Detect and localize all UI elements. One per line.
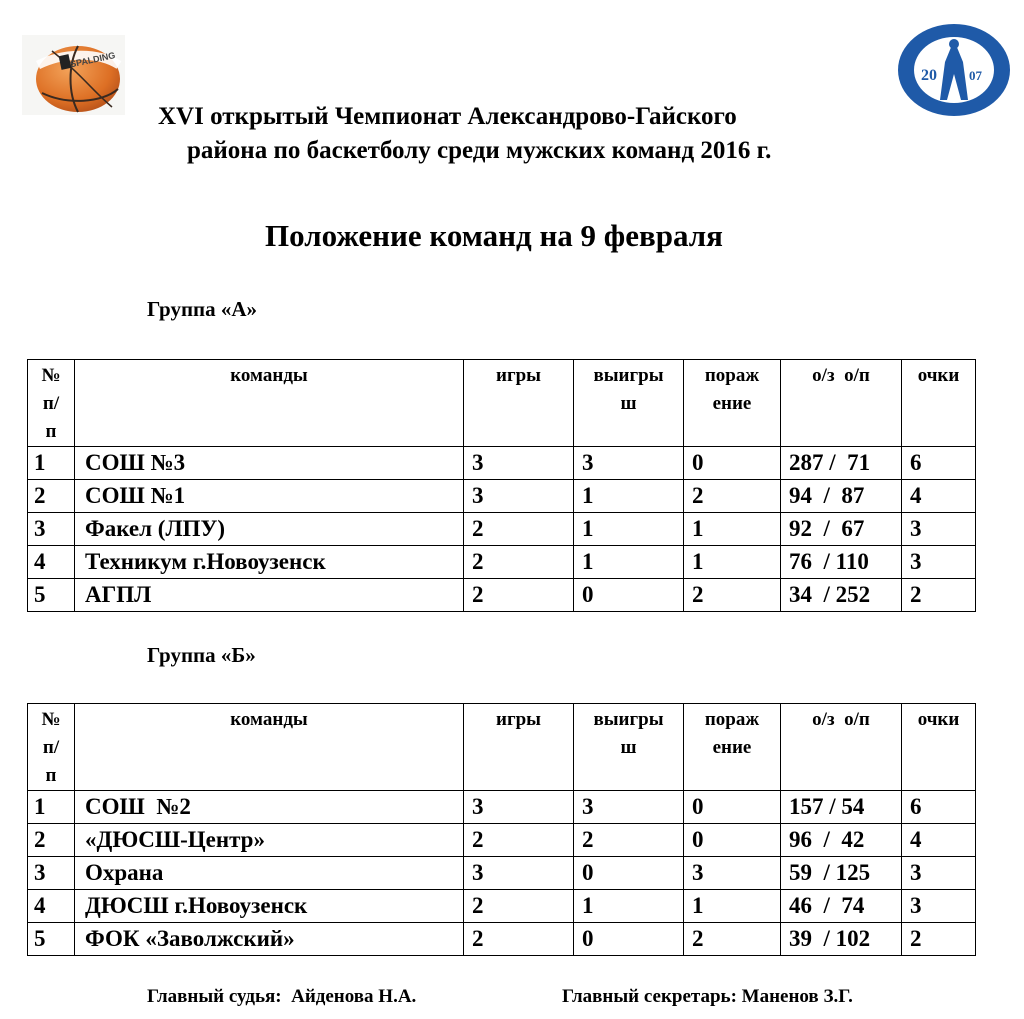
col-wins-header-line2: ш	[620, 393, 637, 414]
row-num: 2	[28, 824, 75, 857]
row-losses: 2	[684, 923, 781, 956]
col-num-header-line3: п	[45, 765, 57, 786]
col-num-header	[28, 360, 75, 447]
row-team: Факел (ЛПУ)	[75, 513, 464, 546]
group-a-table	[27, 359, 976, 612]
col-wins-header-line1: выигры	[593, 709, 664, 730]
col-num-header-line3: п	[45, 421, 57, 442]
row-team: СОШ №3	[75, 447, 464, 480]
row-team: АГПЛ	[75, 579, 464, 612]
row-score: 157 / 54	[781, 791, 902, 824]
row-num: 4	[28, 546, 75, 579]
row-score: 92 / 67	[781, 513, 902, 546]
col-losses-header-line1: пораж	[704, 365, 760, 386]
row-games: 2	[464, 546, 574, 579]
row-losses: 0	[684, 824, 781, 857]
row-points: 6	[902, 447, 976, 480]
row-points: 3	[902, 890, 976, 923]
row-num: 5	[28, 923, 75, 956]
row-losses: 2	[684, 480, 781, 513]
row-points: 6	[902, 791, 976, 824]
row-games: 3	[464, 791, 574, 824]
group-b-table	[27, 703, 976, 956]
document-title-line2: района по баскетболу среди мужских команд 2016 г.	[187, 137, 772, 164]
row-score: 46 / 74	[781, 890, 902, 923]
row-losses: 1	[684, 890, 781, 923]
row-losses: 0	[684, 791, 781, 824]
table-header-row	[28, 704, 976, 791]
col-losses-header	[684, 704, 781, 791]
table-row	[28, 824, 976, 857]
table-row	[28, 890, 976, 923]
row-score: 76 / 110	[781, 546, 902, 579]
row-games: 3	[464, 480, 574, 513]
col-num-header-line2: п/	[42, 393, 60, 414]
row-wins: 3	[574, 447, 684, 480]
sports-complex-emblem	[895, 22, 1013, 118]
col-points-header: очки	[902, 360, 976, 447]
row-points: 4	[902, 824, 976, 857]
row-wins: 1	[574, 480, 684, 513]
table-row	[28, 513, 976, 546]
row-games: 3	[464, 447, 574, 480]
col-points-header: очки	[902, 704, 976, 791]
row-points: 3	[902, 546, 976, 579]
row-score: 94 / 87	[781, 480, 902, 513]
row-wins: 0	[574, 857, 684, 890]
ball-brand-text: SPALDING	[69, 50, 117, 70]
row-wins: 1	[574, 546, 684, 579]
row-points: 2	[902, 579, 976, 612]
row-points: 2	[902, 923, 976, 956]
row-team: ДЮСШ г.Новоузенск	[75, 890, 464, 923]
row-wins: 0	[574, 923, 684, 956]
col-team-header: команды	[75, 704, 464, 791]
row-score: 59 / 125	[781, 857, 902, 890]
col-games-header: игры	[464, 360, 574, 447]
col-score-header: о/з о/п	[781, 704, 902, 791]
col-games-header: игры	[464, 704, 574, 791]
row-num: 2	[28, 480, 75, 513]
group-a-label: Группа «А»	[147, 297, 258, 321]
col-wins-header-line1: выигры	[593, 365, 664, 386]
table-row	[28, 546, 976, 579]
basketball-logo	[22, 35, 125, 115]
col-wins-header	[574, 360, 684, 447]
row-losses: 1	[684, 513, 781, 546]
row-team: СОШ №2	[75, 791, 464, 824]
emblem-icon	[895, 22, 1013, 118]
col-team-header: команды	[75, 360, 464, 447]
row-num: 5	[28, 579, 75, 612]
document-title-line1: XVI открытый Чемпионат Александрово-Гайского	[158, 103, 737, 130]
row-num: 3	[28, 857, 75, 890]
table-row	[28, 923, 976, 956]
col-num-header-line1: №	[41, 365, 61, 386]
col-num-header	[28, 704, 75, 791]
table-row	[28, 857, 976, 890]
col-losses-header-line2: ение	[712, 393, 752, 414]
table-row	[28, 480, 976, 513]
row-score: 287 / 71	[781, 447, 902, 480]
row-team: СОШ №1	[75, 480, 464, 513]
row-losses: 1	[684, 546, 781, 579]
row-score: 34 / 252	[781, 579, 902, 612]
row-num: 1	[28, 447, 75, 480]
col-num-header-line2: п/	[42, 737, 60, 758]
row-team: «ДЮСШ-Центр»	[75, 824, 464, 857]
standings-subtitle: Положение команд на 9 февраля	[265, 218, 723, 253]
row-num: 3	[28, 513, 75, 546]
chief-secretary: Главный секретарь: Маненов З.Г.	[562, 986, 853, 1007]
col-losses-header	[684, 360, 781, 447]
row-points: 4	[902, 480, 976, 513]
row-losses: 0	[684, 447, 781, 480]
row-games: 2	[464, 824, 574, 857]
chief-judge: Главный судья: Айденова Н.А.	[147, 986, 417, 1007]
col-wins-header	[574, 704, 684, 791]
row-team: ФОК «Заволжский»	[75, 923, 464, 956]
basketball-icon	[22, 35, 125, 115]
row-games: 2	[464, 513, 574, 546]
table-row	[28, 791, 976, 824]
col-losses-header-line1: пораж	[704, 709, 760, 730]
row-score: 96 / 42	[781, 824, 902, 857]
row-points: 3	[902, 857, 976, 890]
col-score-header: о/з о/п	[781, 360, 902, 447]
row-losses: 3	[684, 857, 781, 890]
table-header-row	[28, 360, 976, 447]
row-games: 2	[464, 890, 574, 923]
group-b-label: Группа «Б»	[147, 643, 256, 667]
row-points: 3	[902, 513, 976, 546]
row-team: Техникум г.Новоузенск	[75, 546, 464, 579]
row-games: 2	[464, 923, 574, 956]
row-wins: 0	[574, 579, 684, 612]
row-wins: 2	[574, 824, 684, 857]
table-row	[28, 447, 976, 480]
row-games: 3	[464, 857, 574, 890]
emblem-year-right: 07	[969, 68, 982, 83]
row-wins: 3	[574, 791, 684, 824]
row-num: 4	[28, 890, 75, 923]
col-losses-header-line2: ение	[712, 737, 752, 758]
row-team: Охрана	[75, 857, 464, 890]
col-num-header-line1: №	[41, 709, 61, 730]
row-num: 1	[28, 791, 75, 824]
row-wins: 1	[574, 890, 684, 923]
row-losses: 2	[684, 579, 781, 612]
row-score: 39 / 102	[781, 923, 902, 956]
row-wins: 1	[574, 513, 684, 546]
table-row	[28, 579, 976, 612]
col-wins-header-line2: ш	[620, 737, 637, 758]
emblem-year-left: 20	[921, 67, 937, 84]
row-games: 2	[464, 579, 574, 612]
